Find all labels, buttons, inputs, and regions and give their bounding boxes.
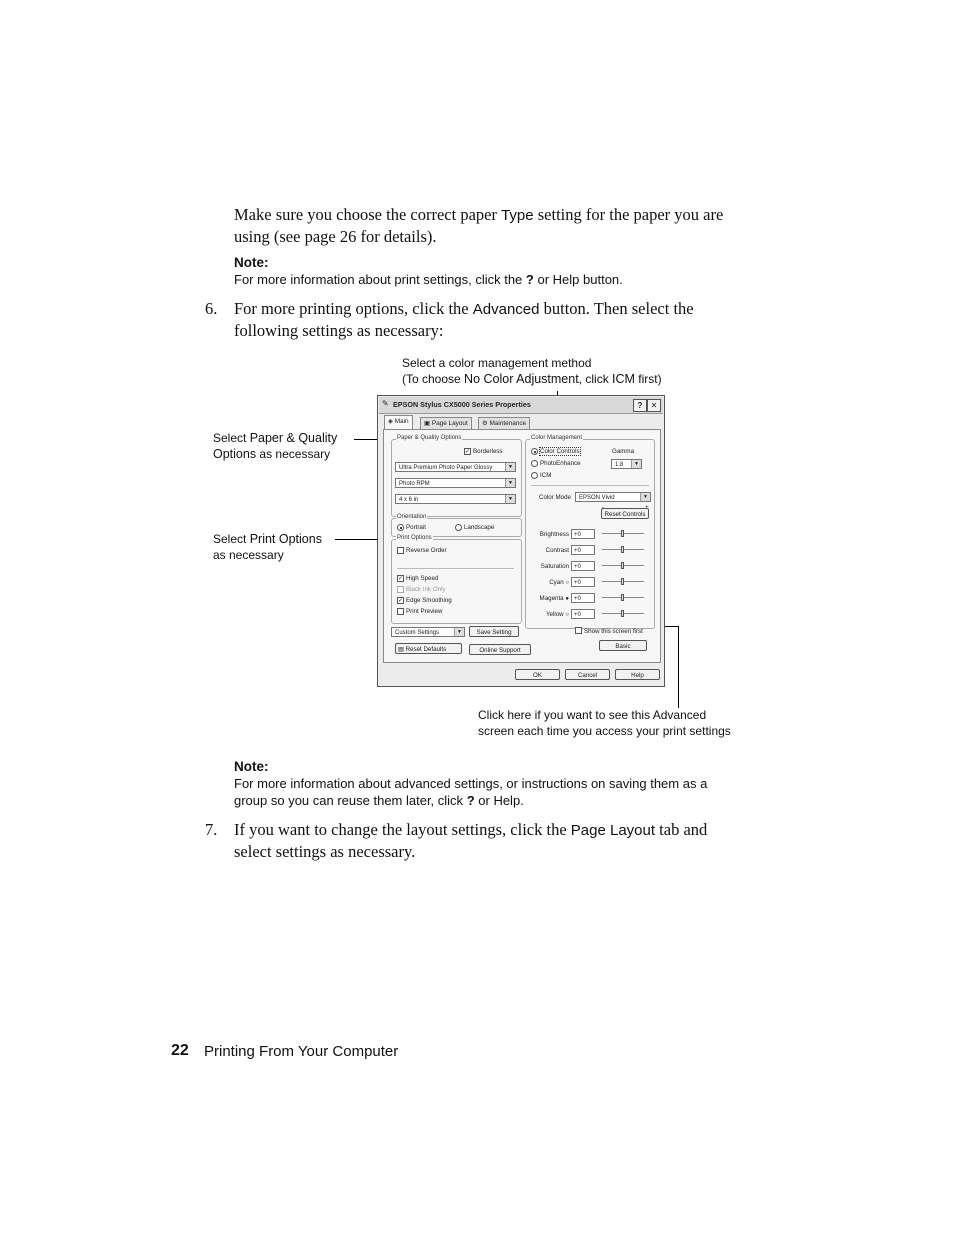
chevron-down-icon: ▼ bbox=[454, 628, 464, 636]
photoenhance-radio[interactable] bbox=[531, 460, 538, 467]
landscape-label: Landscape bbox=[464, 524, 495, 531]
quality-select[interactable] bbox=[395, 478, 516, 488]
intro-text: Make sure you choose the correct paper bbox=[234, 205, 502, 224]
slider-thumb[interactable] bbox=[621, 594, 624, 601]
callout-text bbox=[213, 446, 337, 462]
save-setting-button[interactable]: Save Setting bbox=[469, 626, 519, 637]
magenta-label-text: Magenta bbox=[539, 595, 564, 602]
reset-icon: ▤ bbox=[398, 646, 406, 653]
main-tab-icon: ◈ bbox=[388, 418, 395, 425]
cyan-swatch-icon: ○ bbox=[565, 580, 569, 586]
callout-fragment: , click bbox=[578, 372, 613, 386]
step-6-line-1 bbox=[234, 298, 754, 320]
reverse-order-label: Reverse Order bbox=[406, 547, 447, 554]
magenta-slider[interactable] bbox=[602, 594, 644, 602]
divider bbox=[531, 485, 649, 486]
contrast-field[interactable]: +0 bbox=[571, 545, 595, 555]
ok-button[interactable]: OK bbox=[515, 669, 560, 680]
portrait-label: Portrait bbox=[406, 524, 426, 531]
title-help-button[interactable]: ? bbox=[633, 399, 647, 412]
printer-icon: ✎ bbox=[382, 399, 389, 408]
page-layout-tab-icon: ▣ bbox=[424, 420, 432, 427]
size-value: 4 x 6 in bbox=[399, 497, 419, 503]
leader-line bbox=[678, 626, 679, 708]
print-preview-checkbox[interactable] bbox=[397, 608, 404, 615]
step-text: For more printing options, click the bbox=[234, 299, 473, 318]
dialog-titlebar bbox=[379, 397, 663, 414]
magenta-label bbox=[540, 595, 569, 602]
slider-thumb[interactable] bbox=[621, 578, 624, 585]
saturation-field[interactable]: +0 bbox=[571, 561, 595, 571]
callout-fragment: as necessary bbox=[256, 447, 331, 461]
callout-show-screen bbox=[478, 707, 731, 739]
callout-print-options bbox=[213, 531, 322, 563]
black-ink-checkbox[interactable] bbox=[397, 586, 404, 593]
step-7-text bbox=[234, 819, 754, 862]
reset-defaults-button[interactable] bbox=[395, 643, 462, 654]
slider-thumb[interactable] bbox=[621, 530, 624, 537]
yellow-label-text: Yellow bbox=[545, 611, 564, 618]
options-keyword: Options bbox=[213, 447, 257, 461]
landscape-radio[interactable] bbox=[455, 524, 462, 531]
callout-text bbox=[213, 531, 322, 547]
paper-quality-group bbox=[391, 435, 522, 517]
yellow-slider[interactable] bbox=[602, 610, 644, 618]
step-7-line-2: select settings as necessary. bbox=[234, 842, 416, 861]
cyan-label bbox=[549, 579, 569, 586]
step-6-number: 6. bbox=[205, 299, 218, 318]
print-options-keyword: Print Options bbox=[249, 532, 322, 546]
paper-type-select[interactable] bbox=[395, 462, 516, 472]
divider bbox=[397, 568, 514, 569]
paper-type-value: Ultra Premium Photo Paper Glossy bbox=[399, 465, 493, 471]
reverse-order-checkbox[interactable] bbox=[397, 547, 404, 554]
close-button[interactable]: ✕ bbox=[647, 399, 661, 412]
callout-fragment: first) bbox=[634, 372, 662, 386]
high-speed-label: High Speed bbox=[406, 575, 439, 582]
black-ink-label: Black Ink Only bbox=[406, 586, 446, 593]
callout-paper-quality bbox=[213, 430, 337, 462]
contrast-label: Contrast bbox=[545, 547, 569, 554]
advanced-keyword: Advanced bbox=[472, 301, 540, 318]
color-controls-radio[interactable] bbox=[531, 448, 538, 455]
callout-color-management bbox=[402, 355, 662, 387]
cyan-field[interactable]: +0 bbox=[571, 577, 595, 587]
step-6-text bbox=[234, 298, 754, 341]
icm-keyword: ICM bbox=[612, 372, 635, 386]
online-support-button[interactable]: Online Support bbox=[469, 644, 531, 655]
photoenhance-label: PhotoEnhance bbox=[540, 460, 581, 467]
callout-fragment: Select bbox=[213, 431, 250, 445]
reset-defaults-label: Reset Defaults bbox=[405, 646, 447, 653]
size-select[interactable] bbox=[395, 494, 516, 504]
color-mode-value: EPSON Vivid bbox=[579, 495, 615, 501]
gamma-label: Gamma bbox=[612, 448, 635, 455]
paper-quality-keyword: Paper & Quality bbox=[249, 431, 338, 445]
tab-label: Page Layout bbox=[431, 420, 468, 427]
gamma-select[interactable] bbox=[611, 459, 642, 469]
intro-line-1 bbox=[234, 204, 754, 226]
note-body-line-1: For more information about advanced settings, or instructions on saving them as a bbox=[234, 776, 708, 791]
yellow-label bbox=[546, 611, 569, 618]
tab-main[interactable] bbox=[384, 415, 413, 430]
note-text: or bbox=[474, 793, 494, 808]
portrait-radio[interactable] bbox=[397, 524, 404, 531]
help-question-keyword: ? bbox=[466, 793, 475, 808]
icm-radio[interactable] bbox=[531, 472, 538, 479]
tab-label: Maintenance bbox=[489, 420, 527, 427]
intro-paragraph bbox=[234, 204, 754, 247]
brightness-slider[interactable] bbox=[602, 530, 644, 538]
note-text: . bbox=[520, 793, 524, 808]
quality-value: Photo RPM bbox=[399, 481, 430, 487]
note-2 bbox=[234, 759, 754, 809]
saturation-slider[interactable] bbox=[602, 562, 644, 570]
chevron-down-icon: ▼ bbox=[505, 479, 515, 487]
properties-dialog bbox=[377, 395, 665, 687]
show-screen-first-checkbox[interactable] bbox=[575, 627, 582, 634]
print-preview-label: Print Preview bbox=[406, 608, 443, 615]
note-heading: Note: bbox=[234, 255, 269, 270]
callout-text: as necessary bbox=[213, 548, 284, 562]
gamma-value: 1.8 bbox=[615, 462, 624, 468]
group-label: Print Options bbox=[397, 535, 432, 541]
callout-text: Select a color management method bbox=[402, 356, 592, 370]
note-text: or bbox=[533, 272, 553, 287]
high-speed-checkbox[interactable]: ✓ bbox=[398, 576, 404, 582]
section-title: Printing From Your Computer bbox=[204, 1043, 399, 1060]
brightness-field[interactable]: +0 bbox=[571, 529, 595, 539]
brightness-label: Brightness bbox=[539, 531, 569, 538]
step-7-line-1 bbox=[234, 819, 754, 841]
chevron-down-icon: ▼ bbox=[505, 463, 515, 471]
note-text: group so you can reuse them later, click bbox=[234, 793, 467, 808]
callout-text bbox=[213, 430, 337, 446]
main-panel bbox=[383, 429, 661, 663]
intro-text: setting for the paper you are bbox=[533, 205, 724, 224]
callout-text bbox=[402, 371, 662, 387]
note-text: button. bbox=[579, 272, 623, 287]
step-6-line-2: following settings as necessary: bbox=[234, 321, 444, 340]
step-7-number: 7. bbox=[205, 820, 218, 839]
note-heading: Note: bbox=[234, 759, 269, 774]
color-controls-label: Color Controls bbox=[540, 448, 580, 455]
slider-thumb[interactable] bbox=[621, 546, 624, 553]
type-keyword: Type bbox=[501, 207, 534, 224]
step-text: button. Then select the bbox=[539, 299, 694, 318]
help-question-keyword: ? bbox=[525, 272, 534, 287]
tab-label: Main bbox=[394, 418, 409, 425]
magenta-field[interactable]: +0 bbox=[571, 593, 595, 603]
group-label: Paper & Quality Options bbox=[397, 435, 462, 441]
group-label: Color Management bbox=[531, 435, 583, 441]
chevron-down-icon: ▼ bbox=[631, 460, 641, 468]
note-1 bbox=[234, 255, 754, 288]
saturation-label: Saturation bbox=[540, 563, 569, 570]
chevron-down-icon: ▼ bbox=[640, 493, 650, 501]
borderless-label: Borderless bbox=[473, 448, 503, 455]
chevron-down-icon: ▼ bbox=[505, 495, 515, 503]
page-layout-keyword: Page Layout bbox=[570, 822, 656, 839]
note-text: For more information about print settings, click the bbox=[234, 272, 526, 287]
color-mode-label: Color Mode bbox=[539, 494, 571, 501]
cancel-button[interactable]: Cancel bbox=[565, 669, 610, 680]
page-number: 22 bbox=[171, 1042, 189, 1059]
note-body-line-2 bbox=[234, 792, 754, 809]
cyan-slider[interactable] bbox=[602, 578, 644, 586]
maintenance-tab-icon: ⚙ bbox=[482, 420, 490, 427]
contrast-slider[interactable] bbox=[602, 546, 644, 554]
no-color-adjustment-keyword: No Color Adjustment bbox=[464, 372, 579, 386]
callout-text: screen each time you access your print settings bbox=[478, 724, 731, 738]
reset-controls-button[interactable]: Reset Controls bbox=[601, 508, 649, 519]
custom-settings-value: Custom Settings bbox=[395, 630, 440, 636]
cyan-label-text: Cyan bbox=[549, 579, 564, 586]
basic-button[interactable]: Basic bbox=[599, 640, 647, 651]
callout-fragment: (To choose bbox=[402, 372, 465, 386]
slider-thumb[interactable] bbox=[621, 562, 624, 569]
step-text: If you want to change the layout settings, click the bbox=[234, 820, 571, 839]
group-label: Orientation bbox=[397, 514, 427, 520]
step-text: tab and bbox=[655, 820, 708, 839]
yellow-swatch-icon: ○ bbox=[565, 612, 569, 618]
callout-text: Click here if you want to see this Advanced bbox=[478, 708, 707, 722]
yellow-field[interactable]: +0 bbox=[571, 609, 595, 619]
dialog-title: EPSON Stylus CX5000 Series Properties bbox=[393, 400, 531, 409]
callout-fragment: Select bbox=[213, 532, 250, 546]
help-button[interactable]: Help bbox=[615, 669, 660, 680]
intro-line-2: using (see page 26 for details). bbox=[234, 227, 437, 246]
print-options-group bbox=[391, 535, 522, 624]
edge-smoothing-checkbox[interactable]: ✓ bbox=[398, 598, 404, 604]
note-body bbox=[234, 271, 754, 288]
edge-smoothing-label: Edge Smoothing bbox=[406, 597, 452, 604]
help-keyword: Help bbox=[493, 793, 521, 808]
custom-settings-select[interactable] bbox=[391, 627, 465, 637]
icm-label: ICM bbox=[540, 472, 552, 479]
color-mode-select[interactable] bbox=[575, 492, 651, 502]
magenta-swatch-icon: ● bbox=[565, 596, 569, 602]
show-screen-first-label: Show this screen first bbox=[584, 628, 643, 635]
slider-thumb[interactable] bbox=[621, 610, 624, 617]
help-keyword: Help bbox=[552, 272, 580, 287]
color-management-group bbox=[525, 435, 655, 629]
borderless-checkbox[interactable]: ✓ bbox=[465, 449, 471, 455]
